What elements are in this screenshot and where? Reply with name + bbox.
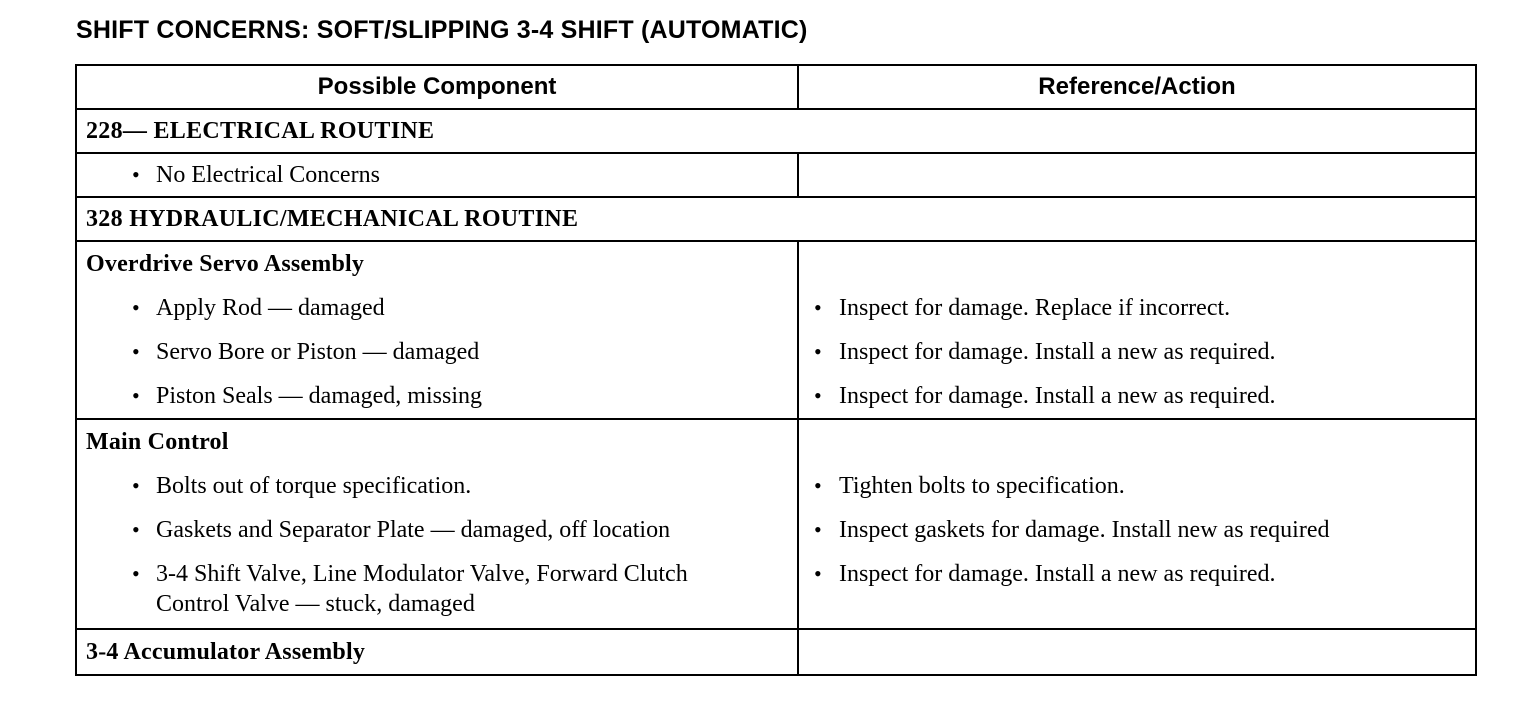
component-text: 3-4 Shift Valve, Line Modulator Valve, Forward Clutch Control Valve — stuck, damaged [156, 561, 688, 617]
table-row [76, 153, 1476, 197]
group-row-overdrive-servo [76, 241, 1476, 419]
bullet-icon: • [814, 561, 822, 586]
group-title-accumulator: 3-4 Accumulator Assembly [86, 639, 366, 665]
group-title-main-control: Main Control [86, 429, 229, 455]
bullet-icon: • [814, 339, 822, 364]
action-text: Inspect for damage. Install a new as required. [839, 561, 1276, 587]
section-row-electrical [76, 109, 1476, 153]
component-text: Servo Bore or Piston — damaged [156, 339, 480, 365]
bullet-icon: • [132, 517, 140, 542]
action-cell [798, 153, 1476, 197]
header-row [76, 65, 1476, 109]
page-title: SHIFT CONCERNS: SOFT/SLIPPING 3-4 SHIFT (AUTOMATIC) [76, 16, 808, 44]
list-item [77, 508, 797, 552]
list-item [799, 374, 1475, 418]
action-cell [798, 241, 1476, 419]
bullet-icon: • [132, 162, 140, 187]
action-text: Inspect for damage. Replace if incorrect. [839, 295, 1231, 321]
bullet-icon: • [814, 383, 822, 408]
list-item [77, 464, 797, 508]
component-text: Bolts out of torque specification. [156, 473, 472, 499]
section-row-hydraulic [76, 197, 1476, 241]
component-cell [76, 629, 798, 675]
diagnostic-table [75, 64, 1477, 676]
component-cell [76, 241, 798, 419]
group-title-overdrive-servo: Overdrive Servo Assembly [86, 251, 365, 277]
bullet-icon: • [132, 339, 140, 364]
section-title-hydraulic: 328 HYDRAULIC/MECHANICAL ROUTINE [76, 197, 1476, 241]
bullet-icon: • [132, 383, 140, 408]
list-item [77, 330, 797, 374]
action-cell [798, 419, 1476, 629]
bullet-icon: • [814, 517, 822, 542]
component-text: Gaskets and Separator Plate — damaged, off location [156, 517, 671, 543]
component-text: Piston Seals — damaged, missing [156, 383, 482, 409]
list-item [77, 374, 797, 418]
bullet-icon: • [132, 473, 140, 498]
action-text: Inspect gaskets for damage. Install new as required [839, 517, 1330, 543]
action-text: Inspect for damage. Install a new as required. [839, 339, 1276, 365]
action-text: Inspect for damage. Install a new as required. [839, 383, 1276, 409]
bullet-icon: • [814, 473, 822, 498]
column-header-action: Reference/Action [798, 65, 1476, 109]
bullet-icon: • [132, 561, 140, 586]
component-cell [76, 419, 798, 629]
group-row-accumulator [76, 629, 1476, 675]
bullet-icon: • [814, 295, 822, 320]
group-row-main-control [76, 419, 1476, 629]
section-title-electrical: 228— ELECTRICAL ROUTINE [76, 109, 1476, 153]
component-text: No Electrical Concerns [156, 162, 380, 188]
action-text: Tighten bolts to specification. [839, 473, 1125, 499]
list-item [799, 508, 1475, 552]
bullet-icon: • [132, 295, 140, 320]
list-item [77, 552, 797, 628]
list-item [799, 552, 1475, 628]
component-text: Apply Rod — damaged [156, 295, 385, 321]
list-item [77, 286, 797, 330]
action-cell [798, 629, 1476, 675]
column-header-component: Possible Component [76, 65, 798, 109]
list-item [799, 330, 1475, 374]
list-item [799, 464, 1475, 508]
component-cell [76, 153, 798, 197]
list-item [799, 286, 1475, 330]
